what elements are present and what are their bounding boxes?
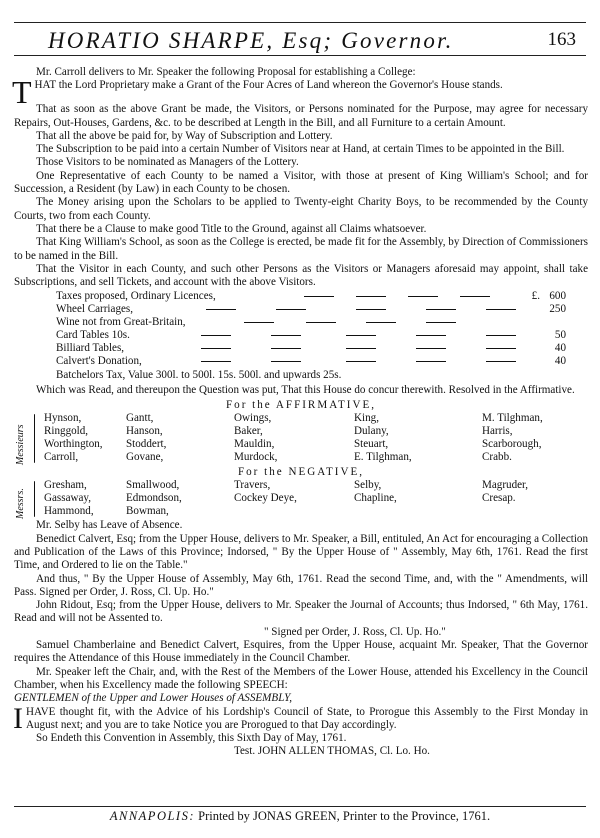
paragraph: One Representative of each County to be named a Visitor, with those at present of King William's School; and for Succession, a Resident (by Law) in each County to be chosen.	[14, 169, 588, 196]
tax-amount: 40	[554, 342, 566, 355]
member-name: King,	[354, 412, 379, 425]
tax-row	[56, 303, 566, 316]
member-name: Dulany,	[354, 425, 389, 438]
tax-row	[56, 355, 566, 368]
paragraph: Mr. Selby has Leave of Absence.	[36, 519, 183, 532]
member-name: Mauldin,	[234, 438, 275, 451]
member-name: Carroll,	[44, 451, 79, 464]
member-name: Worthington,	[44, 438, 103, 451]
document-body	[14, 66, 588, 759]
negative-heading: For the NEGATIVE,	[237, 466, 365, 479]
member-name: Scarborough,	[482, 438, 542, 451]
name-column	[354, 479, 397, 505]
running-title: HORATIO SHARPE, Esq; Governor.	[48, 28, 454, 53]
page-number: 163	[547, 29, 576, 50]
member-name: Cresap.	[482, 492, 516, 505]
paragraph-text: HAT the Lord Proprietary make a Grant of the Four Acres of Land whereon the Governor's House stands.	[34, 79, 503, 92]
speech-heading: GENTLEMEN of the Upper and Lower Houses of ASSEMBLY,	[14, 692, 293, 705]
member-name: Murdock,	[234, 451, 278, 464]
affirmative-heading: For the AFFIRMATIVE,	[225, 398, 377, 411]
member-name: M. Tilghman,	[482, 412, 543, 425]
paragraph: Which was Read, and thereupon the Question was put, That this House do concur therewith. Resolved in the Affirmative.	[36, 384, 575, 397]
vote-affirmative	[14, 399, 588, 465]
member-name: Gresham,	[44, 479, 87, 492]
member-name: Cockey Deye,	[234, 492, 297, 505]
paragraph: John Ridout, Esq; from the Upper House, delivers to Mr. Speaker the Journal of Accounts; thus Indorsed, " 6th May, 1761. Read and will not be Assented to.	[14, 599, 588, 625]
name-column	[234, 479, 297, 505]
tax-row	[56, 329, 566, 342]
vote-negative	[14, 466, 588, 519]
affirmative-names	[44, 412, 588, 465]
member-name: Selby,	[354, 479, 382, 492]
name-column	[44, 479, 94, 518]
member-name: Hynson,	[44, 412, 82, 425]
name-column	[354, 412, 412, 464]
signature-line: " Signed per Order, J. Ross, Cl. Up. Ho."	[264, 625, 446, 638]
paragraph: The Money arising upon the Scholars to be applied to Twenty-eight Charity Boys, to be recommended by the County Courts, two from each County.	[14, 196, 588, 222]
messrs-label: Messrs.	[15, 488, 26, 520]
tax-row	[56, 316, 566, 329]
member-name: Gassaway,	[44, 492, 92, 505]
tax-label: Calvert's Donation,	[56, 355, 142, 368]
member-name: Hammond,	[44, 505, 94, 518]
paragraph: Those Visitors to be nominated as Managers of the Lottery.	[36, 156, 299, 169]
tax-label: Card Tables 10s.	[56, 329, 130, 342]
speech-text: HAVE thought fit, with the Advice of his Lordship's Council of State, to Prorogue this Assembly to the First Monday in August next; and you are to take Notice you are Prorogued to that Day accordingly.	[26, 705, 588, 731]
tax-amount: 600	[549, 290, 566, 303]
tax-label: Wine not from Great-Britain,	[56, 316, 186, 329]
tax-row	[56, 342, 566, 355]
member-name: Hanson,	[126, 425, 163, 438]
tax-label: Taxes proposed, Ordinary Licences,	[56, 290, 216, 303]
member-name: Steuart,	[354, 438, 389, 451]
member-name: Bowman,	[126, 505, 169, 518]
name-column	[126, 412, 166, 464]
member-name: Harris,	[482, 425, 513, 438]
member-name: Edmondson,	[126, 492, 182, 505]
member-name: Baker,	[234, 425, 263, 438]
member-name: E. Tilghman,	[354, 451, 412, 464]
paragraph	[12, 74, 588, 111]
tax-amount: 40	[554, 355, 566, 368]
member-name: Owings,	[234, 412, 272, 425]
member-name: Stoddert,	[126, 438, 167, 451]
paragraph: That all the above be paid for, by Way of Subscription and Lottery.	[36, 129, 333, 142]
member-name: Ringgold,	[44, 425, 89, 438]
member-name: Magruder,	[482, 479, 529, 492]
member-name: Crabb.	[482, 451, 512, 464]
imprint-place: ANNAPOLIS:	[109, 809, 195, 823]
page-header	[14, 22, 586, 56]
paragraph: So Endeth this Convention in Assembly, this Sixth Day of May, 1761.	[36, 732, 347, 745]
paragraph: Samuel Chamberlaine and Benedict Calvert, Esquires, from the Upper House, acquaint Mr. Speaker, That the Governor requires the Attendance of this House immediately in the Council Chamber.	[14, 639, 588, 665]
name-column	[482, 479, 528, 505]
member-name: Govane,	[126, 451, 164, 464]
member-name: Gantt,	[126, 412, 154, 425]
attestation: Test. JOHN ALLEN THOMAS, Cl. Lo. Ho.	[234, 745, 430, 758]
drop-cap: I	[13, 701, 23, 735]
tax-row	[56, 369, 566, 382]
tax-currency: £.	[531, 290, 540, 303]
tax-label: Billiard Tables,	[56, 342, 125, 355]
drop-cap: T	[12, 74, 32, 111]
tax-row	[56, 290, 566, 303]
paragraph: Mr. Speaker left the Chair, and, with the Rest of the Members of the Lower House, attended his Excellency in the Council Chamber, when his Excellency made the following SPEECH:	[14, 665, 588, 691]
paragraph: That there be a Clause to make good Title to the Ground, against all Claims whatsoever.	[36, 222, 427, 235]
paragraph: That the Visitor in each County, and such other Persons as the Visitors or Managers aforesaid may appoint, shall take Subscriptions, and sell Tickets, and account with the above Visitors.	[14, 262, 588, 289]
member-name: Smallwood,	[126, 479, 180, 492]
paragraph: And thus, " By the Upper House of Assembly, May 6th, 1761. Read the second Time, and, with the " Amendments, will Pass. Signed per Order, J. Ross, Cl. Up. Ho."	[14, 572, 588, 598]
paragraph: Mr. Carroll delivers to Mr. Speaker the following Proposal for establishing a College:	[36, 66, 416, 78]
imprint-footer	[14, 806, 586, 827]
tax-label: Batchelors Tax, Value 300l. to 500l. 15s. 500l. and upwards 25s.	[56, 369, 342, 382]
member-name: Travers,	[234, 479, 271, 492]
paragraph: That King William's School, as soon as the College is erected, be made fit for the Assembly, by Direction of Commissioners to be named in the Bill.	[14, 236, 588, 262]
messieurs-label: Messieurs	[15, 424, 26, 466]
name-column	[482, 412, 543, 464]
member-name: Chapline,	[354, 492, 397, 505]
tax-label: Wheel Carriages,	[56, 303, 134, 316]
negative-names	[44, 479, 588, 519]
tax-table	[14, 290, 588, 384]
paragraph: The Subscription to be paid into a certain Number of Visitors near at Hand, at certain Times to be appointed in the Bill.	[36, 143, 565, 156]
name-column	[234, 412, 277, 464]
speech-paragraph	[13, 701, 588, 735]
paragraph: That as soon as the above Grant be made, the Visitors, or Persons nominated for the Purpose, may agree for necessary Repairs, Out-Houses, Gardens, &c. to be described at Length in the Bill, and all Furniture to a certain Amount.	[14, 103, 588, 129]
paragraph: Benedict Calvert, Esq; from the Upper House, delivers to Mr. Speaker, a Bill, entituled, An Act for encouraging a Collection and Publication of the Laws of this Province; Indorsed, " By the Upper House of " Assembly, May 6th, 1761. Read the first Time, and Ordered to lie on the Table."	[14, 532, 588, 572]
tax-amount: 250	[549, 303, 566, 316]
tax-amount: 50	[554, 329, 566, 342]
imprint-text: Printed by JONAS GREEN, Printer to the Province, 1761.	[198, 809, 491, 823]
name-column	[44, 412, 103, 464]
name-column	[126, 479, 182, 518]
